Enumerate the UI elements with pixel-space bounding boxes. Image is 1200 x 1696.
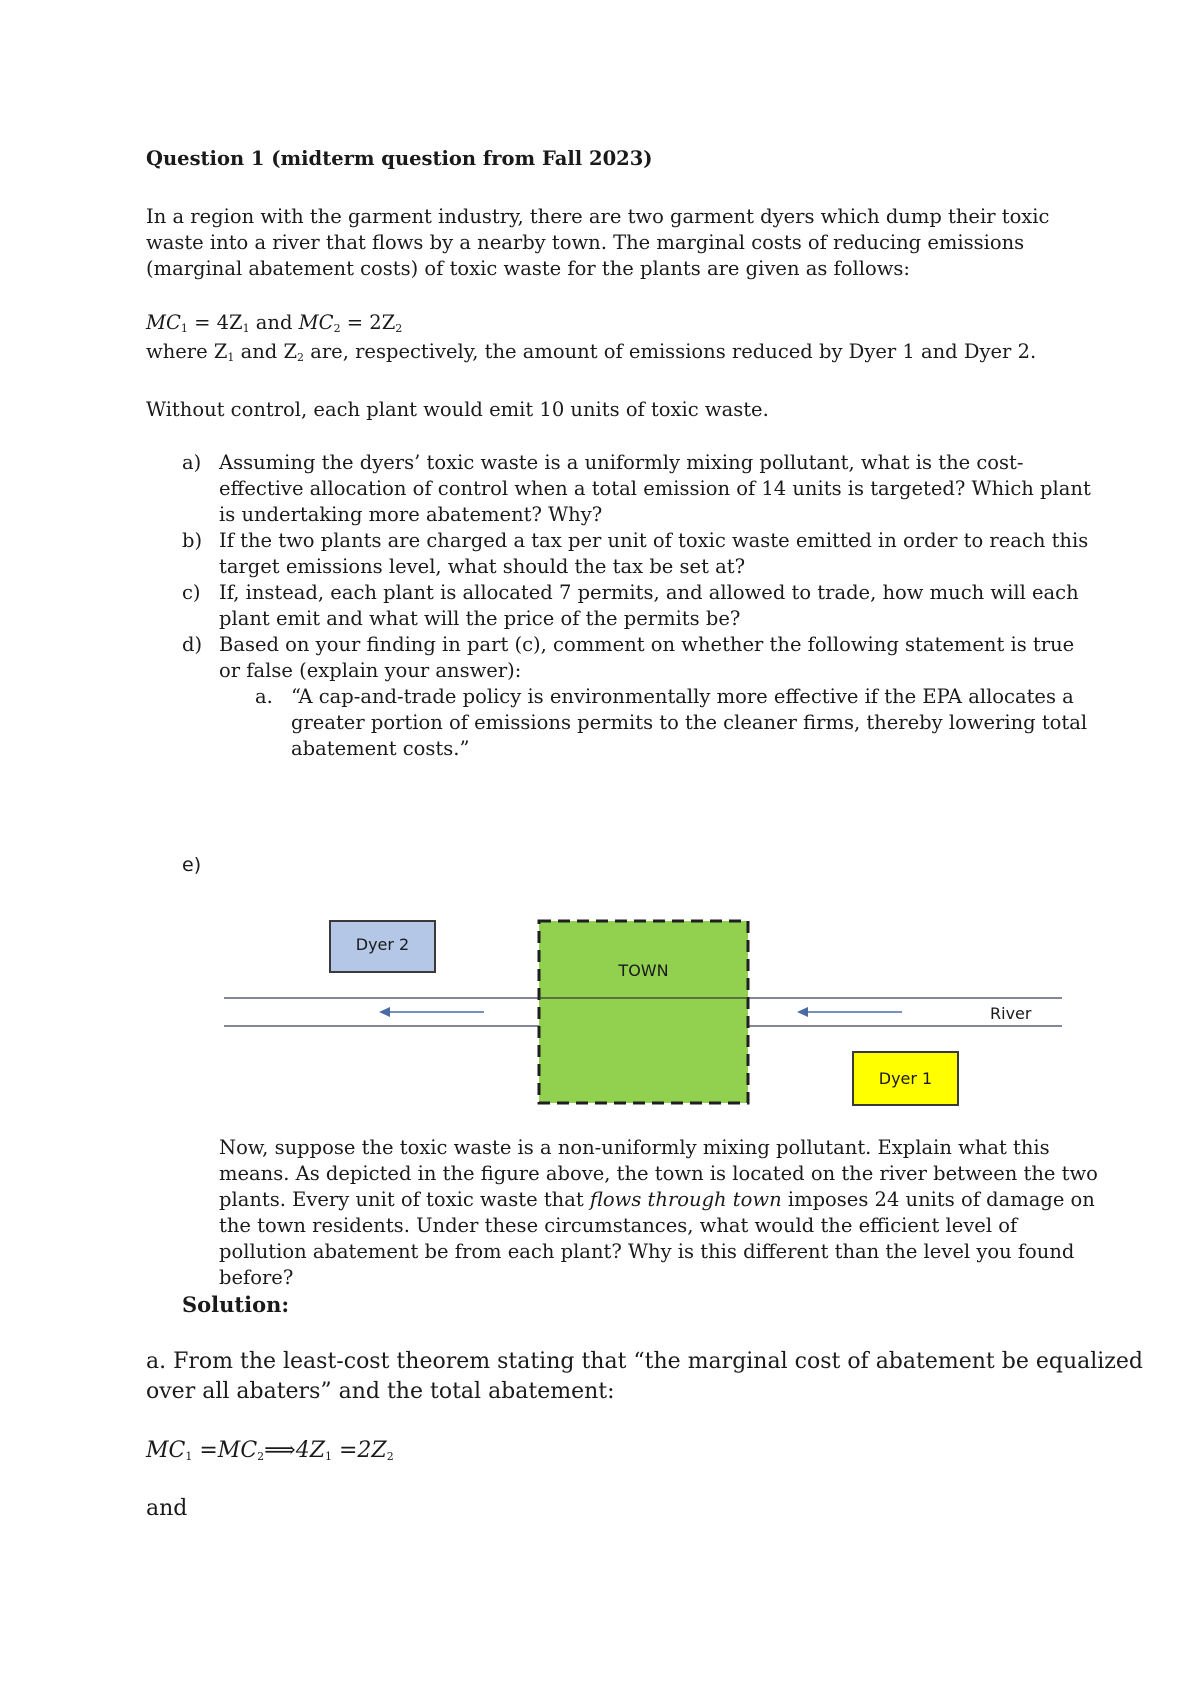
- river-label: River: [990, 1004, 1032, 1023]
- mc1-subscript: 1: [180, 322, 188, 335]
- part-e-line-1: Now, suppose the toxic waste is a non-uniformly mixing pollutant. Explain what this: [219, 1136, 1050, 1159]
- part-a-label: a): [182, 451, 202, 474]
- part-e-label: e): [182, 854, 202, 876]
- part-c-line-1: If, instead, each plant is allocated 7 permits, and allowed to trade, how much will each: [219, 581, 1079, 604]
- part-e-line-3-a: plants. Every unit of toxic waste that: [219, 1188, 590, 1211]
- sol-sub-3: 1: [325, 1450, 332, 1463]
- part-e-line-2: means. As depicted in the figure above, the town is located on the river between the two: [219, 1162, 1098, 1185]
- sol-sub-1: 1: [185, 1450, 193, 1463]
- z2-subscript: 2: [395, 322, 403, 335]
- sol-sub-2: 2: [257, 1450, 265, 1463]
- sol-mc1: MC: [146, 1438, 186, 1463]
- sub-item-label: a.: [255, 685, 273, 708]
- part-b-label: b): [182, 529, 203, 552]
- dyer-2-label: Dyer 2: [355, 935, 410, 954]
- question-title: Question 1 (midterm question from Fall 2023): [146, 147, 653, 170]
- part-d-label: d): [182, 633, 203, 656]
- mc1-symbol: MC: [146, 311, 181, 334]
- sub-item-line-1: “A cap-and-trade policy is environmentally more effective if the EPA allocates a: [291, 685, 1074, 708]
- solution-heading: Solution:: [182, 1292, 290, 1317]
- part-e-line-5: pollution abatement be from each plant? Why is this different than the level you found: [219, 1240, 1075, 1263]
- eq-and: and: [249, 311, 299, 334]
- mc2-subscript: 2: [333, 322, 341, 335]
- part-e-line-3-c: imposes 24 units of damage on: [781, 1188, 1095, 1211]
- sub-item-line-3: abatement costs.”: [291, 737, 470, 760]
- part-d-line-1: Based on your finding in part (c), comment on whether the following statement is true: [219, 633, 1075, 656]
- sub-item-line-2: greater portion of emissions permits to the cleaner firms, thereby lowering total: [291, 711, 1088, 734]
- mc2-rhs: = 2Z: [340, 311, 396, 334]
- part-b-line-1: If the two plants are charged a tax per unit of toxic waste emitted in order to reach this: [219, 529, 1089, 552]
- sol-rhs-2: =2Z: [332, 1438, 387, 1463]
- implies-arrow-icon: ⟹: [264, 1438, 296, 1463]
- town-label: TOWN: [618, 961, 669, 980]
- dyer-1-label: Dyer 1: [878, 1069, 933, 1088]
- part-e-emphasis: flows through town: [589, 1188, 782, 1211]
- sol-sub-4: 2: [386, 1450, 394, 1463]
- where-text-c: are, respectively, the amount of emissions reduced by Dyer 1 and Dyer 2.: [304, 340, 1037, 363]
- solution-and: and: [146, 1496, 188, 1521]
- part-e-line-4: the town residents. Under these circumstances, what would the efficient level of: [219, 1214, 1018, 1237]
- part-c-label: c): [182, 581, 201, 604]
- town-box: [539, 921, 748, 1103]
- part-a-line-1: Assuming the dyers’ toxic waste is a uniformly mixing pollutant, what is the cost-: [219, 451, 1024, 474]
- part-e-line-3: [219, 1187, 1095, 1213]
- mc1-rhs: = 4Z: [187, 311, 243, 334]
- part-a-line-3: is undertaking more abatement? Why?: [219, 503, 603, 526]
- solution-a-line-1: a. From the least-cost theorem stating that “the marginal cost of abatement be equalized: [146, 1349, 1144, 1374]
- part-e-line-6: before?: [219, 1266, 294, 1289]
- flow-arrow-right-icon: [797, 1007, 808, 1017]
- where-text-b: and Z: [234, 340, 298, 363]
- solution-a-line-2: over all abaters” and the total abatement:: [146, 1379, 615, 1404]
- sol-mc2: =MC: [192, 1438, 258, 1463]
- where-text-a: where Z: [146, 340, 228, 363]
- intro-line-1: In a region with the garment industry, there are two garment dyers which dump their toxic: [146, 205, 1050, 228]
- without-control-line: Without control, each plant would emit 10 units of toxic waste.: [146, 398, 769, 421]
- part-b-line-2: target emissions level, what should the tax be set at?: [219, 555, 746, 578]
- intro-line-3: (marginal abatement costs) of toxic waste for the plants are given as follows:: [146, 257, 910, 280]
- sol-rhs-1: 4Z: [295, 1438, 325, 1463]
- z1-subscript: 1: [242, 322, 250, 335]
- part-c-line-2: plant emit and what will the price of the permits be?: [219, 607, 741, 630]
- intro-line-2: waste into a river that flows by a nearby town. The marginal costs of reducing emissions: [146, 231, 1025, 254]
- mc2-symbol: MC: [298, 311, 334, 334]
- part-a-line-2: effective allocation of control when a total emission of 14 units is targeted? Which plant: [219, 477, 1091, 500]
- flow-arrow-left-icon: [379, 1007, 390, 1017]
- solution-equation: [146, 1436, 394, 1466]
- where-sub-1: 1: [227, 351, 235, 364]
- where-sub-2: 2: [297, 351, 305, 364]
- part-d-line-2: or false (explain your answer):: [219, 659, 522, 682]
